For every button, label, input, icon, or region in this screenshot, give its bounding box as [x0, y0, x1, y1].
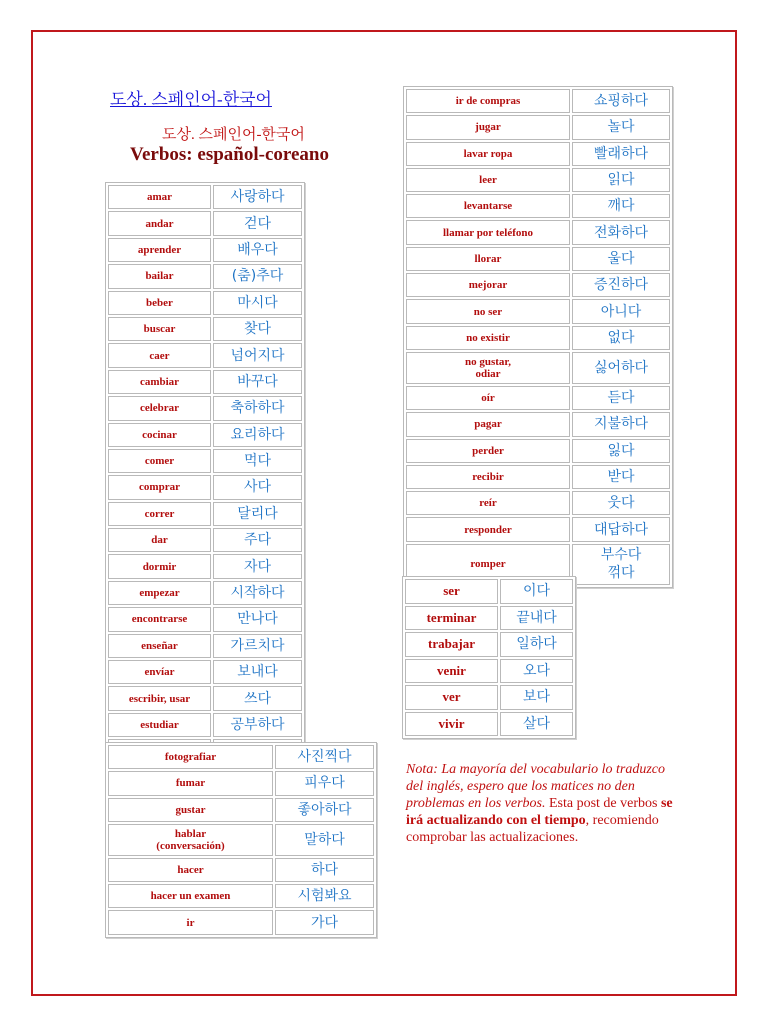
korean-verb: 바꾸다: [213, 370, 302, 394]
korean-verb: 깨다: [572, 194, 670, 218]
table-row: [108, 858, 374, 882]
note-paragraph: [406, 761, 681, 846]
korean-verb: 좋아하다: [275, 798, 374, 822]
korean-verb: 잃다: [572, 439, 670, 463]
spanish-verb: romper: [406, 544, 570, 585]
korean-verb: 대답하다: [572, 517, 670, 541]
korean-verb: 요리하다: [213, 423, 302, 447]
korean-verb: 오다: [500, 659, 573, 684]
korean-verb: 아니다: [572, 299, 670, 323]
spanish-verb: hacer un examen: [108, 884, 273, 908]
korean-verb: 넘어지다: [213, 343, 302, 367]
table-row: [108, 554, 302, 578]
korean-verb: 공부하다: [213, 713, 302, 737]
spanish-verb: levantarse: [406, 194, 570, 218]
table-row: [108, 884, 374, 908]
table-row: [406, 247, 670, 271]
korean-verb: 축하하다: [213, 396, 302, 420]
table-row: [406, 299, 670, 323]
table-row: [108, 449, 302, 473]
korean-verb: 배우다: [213, 238, 302, 262]
spanish-verb: encontrarse: [108, 607, 211, 631]
table-row: [406, 352, 670, 384]
korean-verb: 빨래하다: [572, 142, 670, 166]
table-row: [405, 606, 573, 631]
korean-verb: 사다: [213, 475, 302, 499]
table-row: [108, 824, 374, 856]
korean-verb: 증진하다: [572, 273, 670, 297]
table-row: [108, 771, 374, 795]
table-row: [406, 412, 670, 436]
korean-verb: 사진찍다: [275, 745, 374, 769]
verbs-table-f-i: [105, 742, 377, 938]
table-row: [405, 712, 573, 737]
table-row: [108, 370, 302, 394]
korean-verb: 지불하다: [572, 412, 670, 436]
table-row: [406, 142, 670, 166]
page-title: Verbos: español-coreano: [130, 144, 329, 165]
table-row: [405, 579, 573, 604]
table-row: [108, 745, 374, 769]
spanish-verb: [406, 352, 570, 384]
table-row: [108, 264, 302, 288]
table-row: [405, 685, 573, 710]
spanish-verb: bailar: [108, 264, 211, 288]
table-row: [108, 317, 302, 341]
korean-verb: 읽다: [572, 168, 670, 192]
spanish-verb: pagar: [406, 412, 570, 436]
spanish-verb: reír: [406, 491, 570, 515]
spanish-verb: ir de compras: [406, 89, 570, 113]
table-row: [406, 115, 670, 139]
korean-verb: 살다: [500, 712, 573, 737]
korean-subtitle: 도상. 스페인어-한국어: [162, 127, 305, 143]
korean-verb: 쇼핑하다: [572, 89, 670, 113]
table-row: [108, 238, 302, 262]
note-text: Esta post de verbos: [548, 796, 658, 811]
spanish-verb: ser: [405, 579, 498, 604]
spanish-verb: ver: [405, 685, 498, 710]
note-text-end: , recomiendo comprobar las actualizaciones.: [406, 813, 659, 845]
korean-verb: 달리다: [213, 502, 302, 526]
spanish-verb: escribir, usar: [108, 686, 211, 710]
table-row: [108, 502, 302, 526]
spanish-verb: [108, 824, 273, 856]
spanish-verb: andar: [108, 211, 211, 235]
spanish-verb-line: odiar: [475, 367, 501, 380]
table-row: [406, 491, 670, 515]
spanish-verb-line: no gustar,: [464, 355, 512, 368]
spanish-verb: perder: [406, 439, 570, 463]
korean-verb: 끝내다: [500, 606, 573, 631]
spanish-verb: beber: [108, 291, 211, 315]
table-row: [108, 713, 302, 737]
table-row: [406, 439, 670, 463]
note-italic: Nota: La mayoría del vocabulario lo traduzco del inglés, espero que los matices no den problemas en los verbos.: [406, 762, 665, 811]
table-row: [406, 326, 670, 350]
table-row: [405, 659, 573, 684]
spanish-verb: caer: [108, 343, 211, 367]
spanish-verb: correr: [108, 502, 211, 526]
table-row: [108, 686, 302, 710]
table-row: [108, 798, 374, 822]
spanish-verb: dormir: [108, 554, 211, 578]
table-row: [406, 220, 670, 244]
table-row: [108, 211, 302, 235]
spanish-verb: comprar: [108, 475, 211, 499]
korean-verb: 보다: [500, 685, 573, 710]
table-row: [108, 396, 302, 420]
korean-verb: (춤)추다: [213, 264, 302, 288]
table-row: [406, 386, 670, 410]
table-row: [108, 343, 302, 367]
korean-verb: 말하다: [275, 824, 374, 856]
spanish-verb: no ser: [406, 299, 570, 323]
spanish-verb: amar: [108, 185, 211, 209]
korean-verb: 만나다: [213, 607, 302, 631]
table-row: [406, 89, 670, 113]
table-row: [108, 634, 302, 658]
table-row: [108, 607, 302, 631]
spanish-verb: cambiar: [108, 370, 211, 394]
spanish-verb: comer: [108, 449, 211, 473]
table-row: [406, 273, 670, 297]
spanish-verb: vivir: [405, 712, 498, 737]
spanish-verb: jugar: [406, 115, 570, 139]
table-row: [108, 423, 302, 447]
spanish-verb: gustar: [108, 798, 273, 822]
table-row: [108, 528, 302, 552]
korean-verb: 시험봐요: [275, 884, 374, 908]
spanish-verb: terminar: [405, 606, 498, 631]
spanish-verb: buscar: [108, 317, 211, 341]
spanish-verb-line: hablar: [174, 827, 207, 840]
korean-verb: 전화하다: [572, 220, 670, 244]
korean-verb: 이다: [500, 579, 573, 604]
spanish-verb: no existir: [406, 326, 570, 350]
spanish-verb: enseñar: [108, 634, 211, 658]
korean-verb: 울다: [572, 247, 670, 271]
title-link[interactable]: 도상. 스페인어-한국어: [110, 90, 272, 109]
korean-verb: 시작하다: [213, 581, 302, 605]
table-row: [406, 194, 670, 218]
spanish-verb: responder: [406, 517, 570, 541]
verbs-table-i-r: [403, 86, 673, 588]
korean-verb: 듣다: [572, 386, 670, 410]
spanish-verb: recibir: [406, 465, 570, 489]
korean-verb: 하다: [275, 858, 374, 882]
spanish-verb: venir: [405, 659, 498, 684]
spanish-verb-line: (conversación): [156, 839, 225, 852]
korean-verb: 보내다: [213, 660, 302, 684]
spanish-verb: cocinar: [108, 423, 211, 447]
korean-verb: 마시다: [213, 291, 302, 315]
table-row: [406, 168, 670, 192]
korean-verb: 없다: [572, 326, 670, 350]
korean-verb: 먹다: [213, 449, 302, 473]
table-row: [108, 660, 302, 684]
korean-verb: 받다: [572, 465, 670, 489]
table-row: [108, 185, 302, 209]
spanish-verb: oír: [406, 386, 570, 410]
spanish-verb: trabajar: [405, 632, 498, 657]
spanish-verb: mejorar: [406, 273, 570, 297]
table-row: [108, 910, 374, 934]
korean-verb: 웃다: [572, 491, 670, 515]
spanish-verb: ir: [108, 910, 273, 934]
korean-verb: 자다: [213, 554, 302, 578]
spanish-verb: llorar: [406, 247, 570, 271]
korean-verb: 주다: [213, 528, 302, 552]
korean-verb-line: 꺾다: [607, 565, 635, 582]
table-row: [406, 517, 670, 541]
spanish-verb: empezar: [108, 581, 211, 605]
spanish-verb: celebrar: [108, 396, 211, 420]
verbs-table-a-e: [105, 182, 305, 767]
korean-verb: 사랑하다: [213, 185, 302, 209]
table-row: [108, 581, 302, 605]
note-bold: se irá actualizando con el tiempo: [406, 796, 673, 828]
table-row: [108, 291, 302, 315]
table-row: [406, 465, 670, 489]
spanish-verb: fumar: [108, 771, 273, 795]
spanish-verb: leer: [406, 168, 570, 192]
korean-verb-line: 부수다: [600, 547, 642, 564]
korean-verb: 가다: [275, 910, 374, 934]
korean-verb: 싫어하다: [572, 352, 670, 384]
spanish-verb: fotografiar: [108, 745, 273, 769]
spanish-verb: hacer: [108, 858, 273, 882]
korean-verb: 일하다: [500, 632, 573, 657]
korean-verb: 찾다: [213, 317, 302, 341]
spanish-verb: lavar ropa: [406, 142, 570, 166]
korean-verb: 놀다: [572, 115, 670, 139]
korean-verb: 걷다: [213, 211, 302, 235]
korean-verb: 가르치다: [213, 634, 302, 658]
table-row: [108, 475, 302, 499]
korean-verb: 피우다: [275, 771, 374, 795]
verbs-table-s-v: [402, 576, 576, 739]
spanish-verb: estudiar: [108, 713, 211, 737]
spanish-verb: llamar por teléfono: [406, 220, 570, 244]
spanish-verb: envíar: [108, 660, 211, 684]
korean-verb: 쓰다: [213, 686, 302, 710]
spanish-verb: aprender: [108, 238, 211, 262]
korean-verb: [572, 544, 670, 585]
table-row: [405, 632, 573, 657]
spanish-verb: dar: [108, 528, 211, 552]
